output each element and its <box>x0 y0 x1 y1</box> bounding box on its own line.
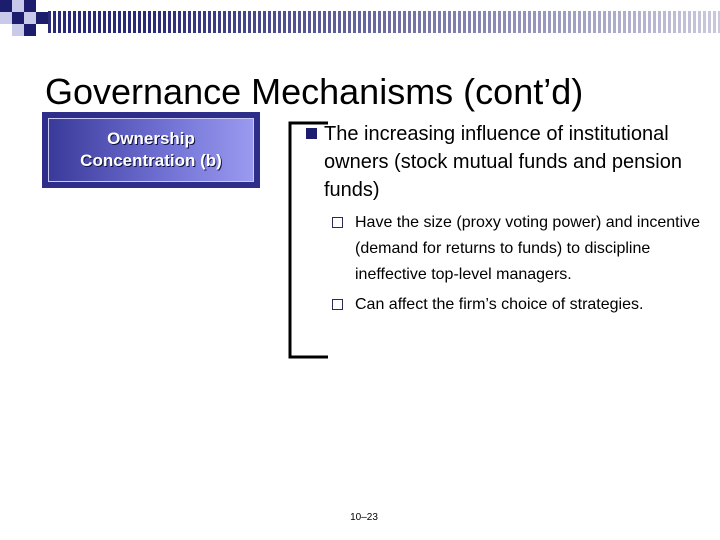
sub-bullet-text: Have the size (proxy voting power) and incentive (demand for returns to funds) to discipline ineffective top-level managers. <box>355 214 701 283</box>
slide-content <box>302 120 702 322</box>
decoration-square <box>12 24 24 36</box>
topic-box-inner <box>48 118 254 182</box>
topic-box <box>42 112 260 188</box>
header-striped-band <box>48 11 720 33</box>
main-bullet-text: The increasing influence of institutional owners (stock mutual funds and pension funds) <box>324 123 682 201</box>
decoration-square <box>0 12 12 24</box>
decoration-square <box>24 12 36 24</box>
decoration-square <box>24 0 36 12</box>
slide-title: Governance Mechanisms (cont’d) <box>45 71 584 112</box>
main-bullet-item <box>302 120 702 204</box>
decoration-square <box>36 12 48 24</box>
decoration-square <box>12 12 24 24</box>
sub-bullet-list <box>302 210 702 318</box>
hollow-square-bullet-icon <box>332 217 343 228</box>
sub-bullet-item <box>302 292 702 318</box>
topic-box-label: Ownership Concentration (b) <box>80 129 222 170</box>
filled-square-bullet-icon <box>306 128 317 139</box>
decoration-square <box>24 24 36 36</box>
page-number: 10–23 <box>350 512 378 523</box>
sub-bullet-item <box>302 210 702 288</box>
decoration-square <box>0 0 12 12</box>
sub-bullet-text: Can affect the firm’s choice of strategies. <box>355 296 644 313</box>
hollow-square-bullet-icon <box>332 299 343 310</box>
decoration-square <box>12 0 24 12</box>
